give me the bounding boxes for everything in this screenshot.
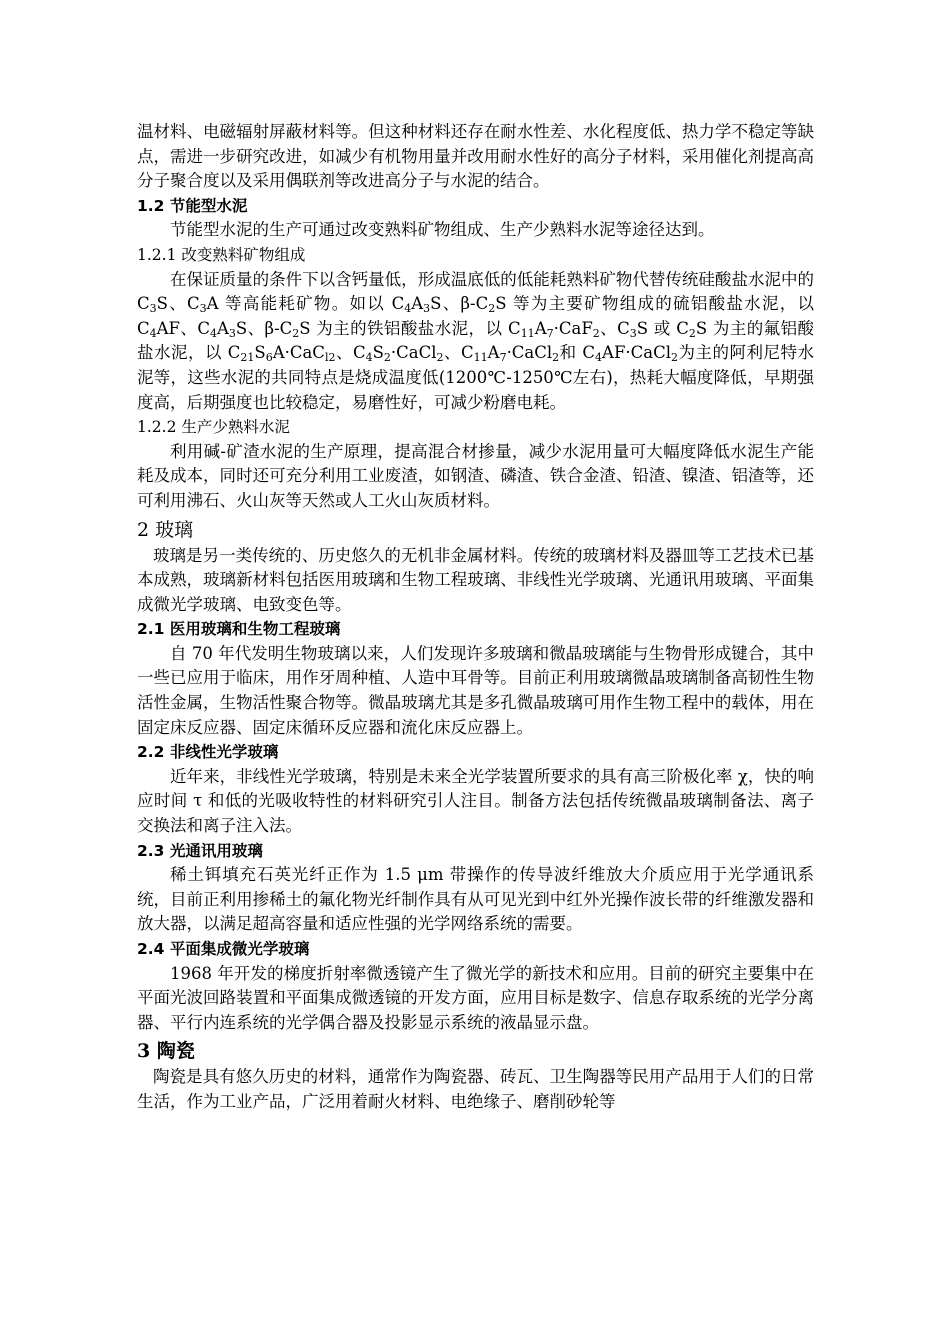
heading-1-2-1: 1.2.1 改变熟料矿物组成 (137, 245, 306, 264)
paragraph-2: 玻璃是另一类传统的、历史悠久的无机非金属材料。传统的玻璃材料及器皿等工艺技术已基本成熟，玻璃新材料包括医用玻璃和生物工程玻璃、非线性光学玻璃、光通讯用玻璃、平面集成微光学玻璃、电致变色等。 (137, 545, 814, 614)
document-page (137, 120, 814, 1115)
heading-2-4: 2.4 平面集成微光学玻璃 (137, 940, 310, 958)
paragraph-2-1: 自 70 年代发明生物玻璃以来，人们发现许多玻璃和微晶玻璃能与生物骨形成键合，其中一些已应用于临床，用作牙周种植、人造中耳骨等。目前正利用玻璃微晶玻璃制备高韧性生物活性金属，生物活性聚合物等。微晶玻璃尤其是多孔微晶玻璃可用作生物工程中的载体，用在固定床反应器、固定床循环反应器和流化床反应器上。 (137, 643, 814, 737)
heading-2-3: 2.3 光通讯用玻璃 (137, 841, 263, 860)
heading-3: 3 陶瓷 (137, 1040, 195, 1063)
paragraph-2-2: 近年来，非线性光学玻璃，特别是未来全光学装置所要求的具有高三阶极化率 χ，快的响应时间 τ 和低的光吸收特性的材料研究引人注目。制备方法包括传统微晶玻璃制备法、离子交换法和离子注入法。 (137, 766, 814, 836)
paragraph-2-4: 1968 年开发的梯度折射率微透镜产生了微光学的新技术和应用。目前的研究主要集中在平面光波回路装置和平面集成微透镜的开发方面，应用目标是数字、信息存取系统的光学分离器、平行内连系统的光学偶合器及投影显示系统的液晶显示盘。 (137, 963, 814, 1032)
heading-2-1: 2.1 医用玻璃和生物工程玻璃 (137, 620, 341, 639)
paragraph-1-2-2: 利用碱-矿渣水泥的生产原理，提高混合材掺量，减少水泥用量可大幅度降低水泥生产能耗及成本，同时还可充分利用工业废渣，如钢渣、磷渣、铁合金渣、铅渣、镍渣、铝渣等，还可利用沸石、火山灰等天然或人工火山灰质材料。 (137, 441, 814, 510)
paragraph-2-3: 稀土铒填充石英光纤正作为 1.5 μm 带操作的传导波纤维放大介质应用于光学通讯系统，目前正利用掺稀土的氟化物光纤制作具有从可见光到中红外光操作波长带的纤维激发器和放大器，以满足超高容量和适应性强的光学网络系统的需要。 (137, 865, 814, 934)
paragraph-3: 陶瓷是具有悠久历史的材料，通常作为陶瓷器、砖瓦、卫生陶器等民用产品用于人们的日常生活，作为工业产品，广泛用着耐火材料、电绝缘子、磨削砂轮等 (137, 1067, 814, 1111)
heading-1-2-2: 1.2.2 生产少熟料水泥 (137, 418, 290, 437)
heading-2-2: 2.2 非线性光学玻璃 (137, 743, 279, 762)
paragraph-intro: 温材料、电磁辐射屏蔽材料等。但这种材料还存在耐水性差、水化程度低、热力学不稳定等缺点，需进一步研究改进，如减少有机物用量并改用耐水性好的高分子材料，采用催化剂提高高分子聚合度以及采用偶联剂等改进高分子与水泥的结合。 (137, 122, 814, 191)
paragraph-1-2: 节能型水泥的生产可通过改变熟料矿物组成、生产少熟料水泥等途径达到。 (170, 220, 715, 240)
heading-2: 2 玻璃 (137, 518, 194, 541)
paragraph-1-2-1: 在保证质量的条件下以含钙量低，形成温底低的低能耗熟料矿物代替传统硅酸盐水泥中的 $C_3S$、$C_3A$ 等高能耗矿物。如以 $C_4A_3S$、$\beta-C_2S$ 等为主要矿物组成的硫铝酸盐水泥，以 $C_4AF$、$C_4A_3S$、$\beta-C_2S$ 为主的铁铝酸盐水泥，以 $C_{11}A_7\cdot CaF_2$、$C_3S$ 或 $C_2S$ 为主的氟铝酸盐水泥，以 $C_{21}S_6A\cdot CaC_{l2}$、$C_4S_2\cdot CaCl_2$、$C_{11}A_7\cdot CaCl_2$和 $C_4AF\cdot CaCl_2$为主的阿利尼特水泥等，这些水泥的共同特点是烧成温度低(1200℃-1250℃左右)，热耗大幅度降低，早期强度高，后期强度也比较稳定，易磨性好，可减少粉磨电耗。 (137, 269, 815, 412)
heading-1-2: 1.2 节能型水泥 (137, 196, 248, 215)
